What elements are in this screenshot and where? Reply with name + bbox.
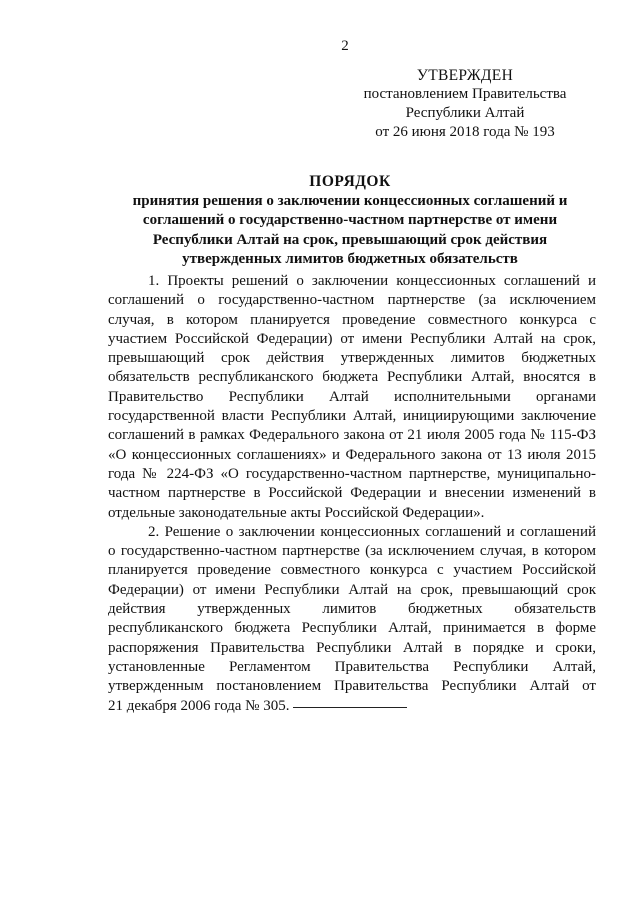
approval-stamp <box>340 66 590 142</box>
paragraph-line: 21 декабря 2006 года № 305. <box>108 697 290 714</box>
paragraph-line: частном партнерстве в Российской Федерации и внесении изменений в <box>108 485 596 502</box>
paragraph-line: обязательств республиканского бюджета Республики Алтай, вносятся в <box>108 369 596 386</box>
paragraph-line: установленные Регламентом Правительства Республики Алтай, <box>108 658 596 675</box>
paragraph-line: государственной власти Республики Алтай, инициирующими заключение <box>108 408 596 425</box>
paragraph-line: действия утвержденных лимитов бюджетных обязательств <box>108 601 596 618</box>
subtitle-line: утвержденных лимитов бюджетных обязательств <box>182 251 518 267</box>
paragraph-line: республиканского бюджета Республики Алтай, принимается в форме <box>108 620 596 637</box>
paragraph-2 <box>108 523 596 716</box>
subtitle-line: принятия решения о заключении концессионных соглашений и <box>132 192 568 209</box>
paragraph-line: 1. Проекты решений о заключении концессионных соглашений и <box>148 273 596 289</box>
approval-line-resolution: постановлением Правительства <box>363 86 567 102</box>
paragraph-line: соглашений в рамках Федерального закона от 21 июля 2005 года № 115-ФЗ <box>108 427 596 444</box>
paragraph-line: распоряжения Правительства Республики Алтай в порядке и сроки, <box>108 639 596 656</box>
approval-line-date: от 26 июня 2018 года № 193 <box>375 124 555 140</box>
paragraph-line: Правительство Республики Алтай исполнительными органами <box>108 388 596 405</box>
subtitle-line: соглашений о государственно-частном партнерстве от имени <box>142 212 558 228</box>
paragraph-line: года № 224-ФЗ «О государственно-частном партнерстве, муниципально- <box>108 465 596 482</box>
approval-heading: УТВЕРЖДЕН <box>416 67 514 84</box>
document-body <box>108 272 596 716</box>
paragraph-line: утвержденным постановлением Правительства Республики Алтай от <box>108 678 596 695</box>
document-title-block <box>100 172 600 270</box>
approval-line-region: Республики Алтай <box>405 105 525 121</box>
paragraph-line: отдельные законодательные акты Российской Федерации». <box>108 504 485 521</box>
subtitle-line: Республики Алтай на срок, превышающий срок действия <box>152 231 548 248</box>
paragraph-line: планируется проведение совместного конкурса с участием Российской <box>108 562 596 579</box>
paragraph-line: Федерации) от имени Республики Алтай на срок, превышающий срок <box>108 581 596 598</box>
document-title: ПОРЯДОК <box>309 173 391 190</box>
paragraph-line: 2. Решение о заключении концессионных соглашений и соглашений <box>148 523 596 540</box>
closing-divider <box>293 707 407 708</box>
paragraph-line: «О концессионных соглашениях» и Федерального закона от 13 июля 2015 <box>108 446 596 463</box>
page-number: 2 <box>341 38 349 54</box>
paragraph-line: соглашений о государственно-частном партнерстве (за исключением <box>108 292 596 309</box>
paragraph-line: участием Российской Федерации) от имени Республики Алтай на срок, <box>108 330 596 347</box>
paragraph-line: превышающий срок действия утвержденных лимитов бюджетных <box>108 350 596 367</box>
paragraph-line: о государственно-частном партнерстве (за исключением случая, в котором <box>108 543 596 560</box>
paragraph-line: случая, в котором планируется проведение совместного конкурса с <box>108 311 596 328</box>
paragraph-1 <box>108 272 596 523</box>
